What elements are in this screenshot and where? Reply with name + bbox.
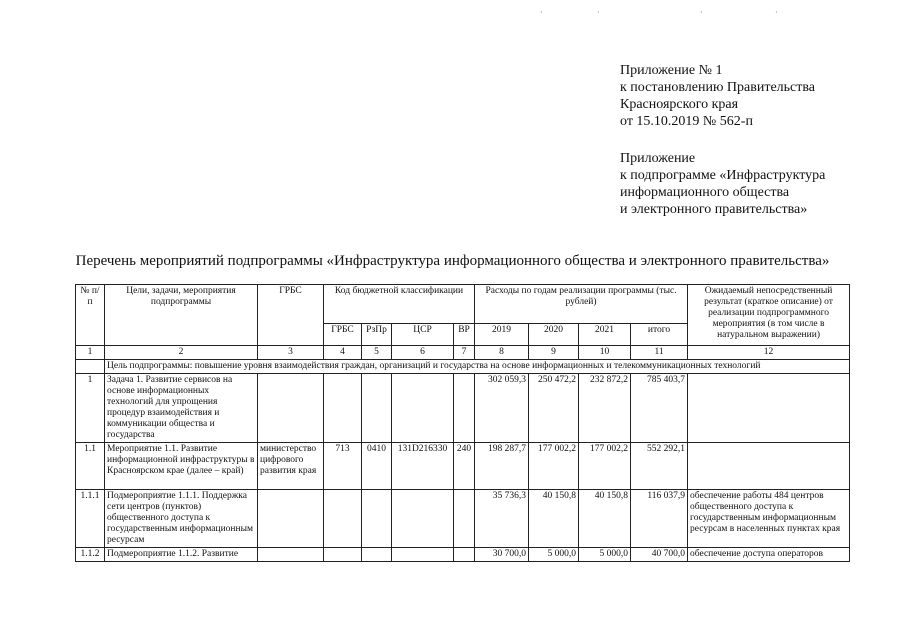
row-result: обеспечение работы 484 центров общественного доступа к государственным информационным ресурсам в населенных пунктах края bbox=[688, 490, 850, 548]
goal-row bbox=[76, 360, 850, 374]
appendix-1-line: к постановлению Правительства bbox=[620, 80, 816, 95]
row-grbs bbox=[324, 548, 362, 562]
goal-text: Цель подпрограммы: повышение уровня взаимодействия граждан, организаций и государства на основе информационных и телекоммуникационных технологий bbox=[105, 360, 850, 374]
row-result bbox=[688, 443, 850, 490]
row-rzpr bbox=[362, 374, 392, 443]
row-csr bbox=[392, 374, 454, 443]
row-vr bbox=[454, 490, 475, 548]
row-csr bbox=[392, 490, 454, 548]
row-2021: 177 002,2 bbox=[579, 443, 631, 490]
header-goals: Цели, задачи, мероприятия подпрограммы bbox=[105, 285, 258, 346]
appendix-2-block bbox=[620, 150, 825, 218]
table-header-row bbox=[76, 285, 850, 324]
appendix-2-line: к подпрограмме «Инфраструктура bbox=[620, 168, 826, 183]
column-number-row bbox=[76, 346, 850, 360]
row-total: 116 037,9 bbox=[631, 490, 688, 548]
row-2021: 5 000,0 bbox=[579, 548, 631, 562]
row-num: 1.1 bbox=[76, 443, 105, 490]
column-number: 3 bbox=[258, 346, 324, 360]
header-num: № п/п bbox=[76, 285, 105, 346]
row-vr: 240 bbox=[454, 443, 475, 490]
row-2019: 35 736,3 bbox=[475, 490, 529, 548]
column-number: 1 bbox=[76, 346, 105, 360]
row-2021: 232 872,2 bbox=[579, 374, 631, 443]
row-total: 552 292,1 bbox=[631, 443, 688, 490]
column-number: 12 bbox=[688, 346, 850, 360]
appendix-2-line: информационного общества bbox=[620, 185, 790, 200]
header-result: Ожидаемый непосредственный результат (краткое описание) от реализации подпрограммного мероприятия (в том числе в натуральном выражении) bbox=[688, 285, 850, 346]
column-number: 2 bbox=[105, 346, 258, 360]
appendix-1-block bbox=[620, 62, 815, 130]
row-num: 1 bbox=[76, 374, 105, 443]
subheader-rzpr: РзПр bbox=[362, 324, 392, 346]
row-num: 1.1.1 bbox=[76, 490, 105, 548]
table-row bbox=[76, 548, 850, 562]
table-row bbox=[76, 374, 850, 443]
column-number: 7 bbox=[454, 346, 475, 360]
row-vr bbox=[454, 374, 475, 443]
row-result bbox=[688, 374, 850, 443]
row-2020: 250 472,2 bbox=[529, 374, 579, 443]
row-2019: 198 287,7 bbox=[475, 443, 529, 490]
subheader-2020: 2020 bbox=[529, 324, 579, 346]
table-row bbox=[76, 490, 850, 548]
document-title: Перечень мероприятий подпрограммы «Инфраструктура информационного общества и электронного правительства» bbox=[75, 253, 830, 269]
subheader-csr: ЦСР bbox=[392, 324, 454, 346]
row-grbs: 713 bbox=[324, 443, 362, 490]
row-2019: 30 700,0 bbox=[475, 548, 529, 562]
row-name: Подмероприятие 1.1.1. Поддержка сети центров (пунктов) общественного доступа к государственным информационным ресурсам bbox=[105, 490, 258, 548]
appendix-1-line: Красноярского края bbox=[620, 97, 739, 112]
row-grbs bbox=[324, 490, 362, 548]
column-number: 11 bbox=[631, 346, 688, 360]
row-vr bbox=[454, 548, 475, 562]
row-result: обеспечение доступа операторов bbox=[688, 548, 850, 562]
subheader-total: итого bbox=[631, 324, 688, 346]
row-grbs bbox=[324, 374, 362, 443]
row-2021: 40 150,8 bbox=[579, 490, 631, 548]
scan-speck: · bbox=[775, 8, 778, 17]
row-csr: 131D216330 bbox=[392, 443, 454, 490]
goal-num-cell bbox=[76, 360, 105, 374]
activities-table bbox=[75, 284, 850, 562]
header-expenses: Расходы по годам реализации программы (тыс. рублей) bbox=[475, 285, 688, 324]
row-grbs-name bbox=[258, 548, 324, 562]
scan-speck: · bbox=[540, 8, 543, 17]
appendix-1-line: от 15.10.2019 № 562-п bbox=[620, 114, 753, 129]
row-total: 40 700,0 bbox=[631, 548, 688, 562]
row-rzpr: 0410 bbox=[362, 443, 392, 490]
appendix-2-line: и электронного правительства» bbox=[620, 202, 808, 217]
column-number: 4 bbox=[324, 346, 362, 360]
header-grbs: ГРБС bbox=[258, 285, 324, 346]
scan-speck: · bbox=[597, 8, 600, 17]
table-row bbox=[76, 443, 850, 490]
appendix-2-line: Приложение bbox=[620, 151, 696, 166]
row-2020: 40 150,8 bbox=[529, 490, 579, 548]
subheader-2021: 2021 bbox=[579, 324, 631, 346]
appendix-1-line: Приложение № 1 bbox=[620, 63, 723, 78]
subheader-grbs: ГРБС bbox=[324, 324, 362, 346]
column-number: 10 bbox=[579, 346, 631, 360]
row-name: Задача 1. Развитие сервисов на основе информационных технологий для упрощения процедур взаимодействия и коммуникации общества и государства bbox=[105, 374, 258, 443]
column-number: 6 bbox=[392, 346, 454, 360]
row-total: 785 403,7 bbox=[631, 374, 688, 443]
column-number: 8 bbox=[475, 346, 529, 360]
column-number: 5 bbox=[362, 346, 392, 360]
row-grbs-name bbox=[258, 490, 324, 548]
row-2020: 177 002,2 bbox=[529, 443, 579, 490]
row-name: Мероприятие 1.1. Развитие информационной инфраструктуры в Красноярском крае (далее – край) bbox=[105, 443, 258, 490]
subheader-2019: 2019 bbox=[475, 324, 529, 346]
row-rzpr bbox=[362, 490, 392, 548]
column-number: 9 bbox=[529, 346, 579, 360]
header-budget-class: Код бюджетной классификации bbox=[324, 285, 475, 324]
scan-speck: · bbox=[700, 8, 703, 17]
row-2020: 5 000,0 bbox=[529, 548, 579, 562]
row-csr bbox=[392, 548, 454, 562]
subheader-vr: ВР bbox=[454, 324, 475, 346]
row-2019: 302 059,3 bbox=[475, 374, 529, 443]
row-rzpr bbox=[362, 548, 392, 562]
row-grbs-name: министерство цифрового развития края bbox=[258, 443, 324, 490]
row-grbs-name bbox=[258, 374, 324, 443]
row-num: 1.1.2 bbox=[76, 548, 105, 562]
row-name: Подмероприятие 1.1.2. Развитие bbox=[105, 548, 258, 562]
